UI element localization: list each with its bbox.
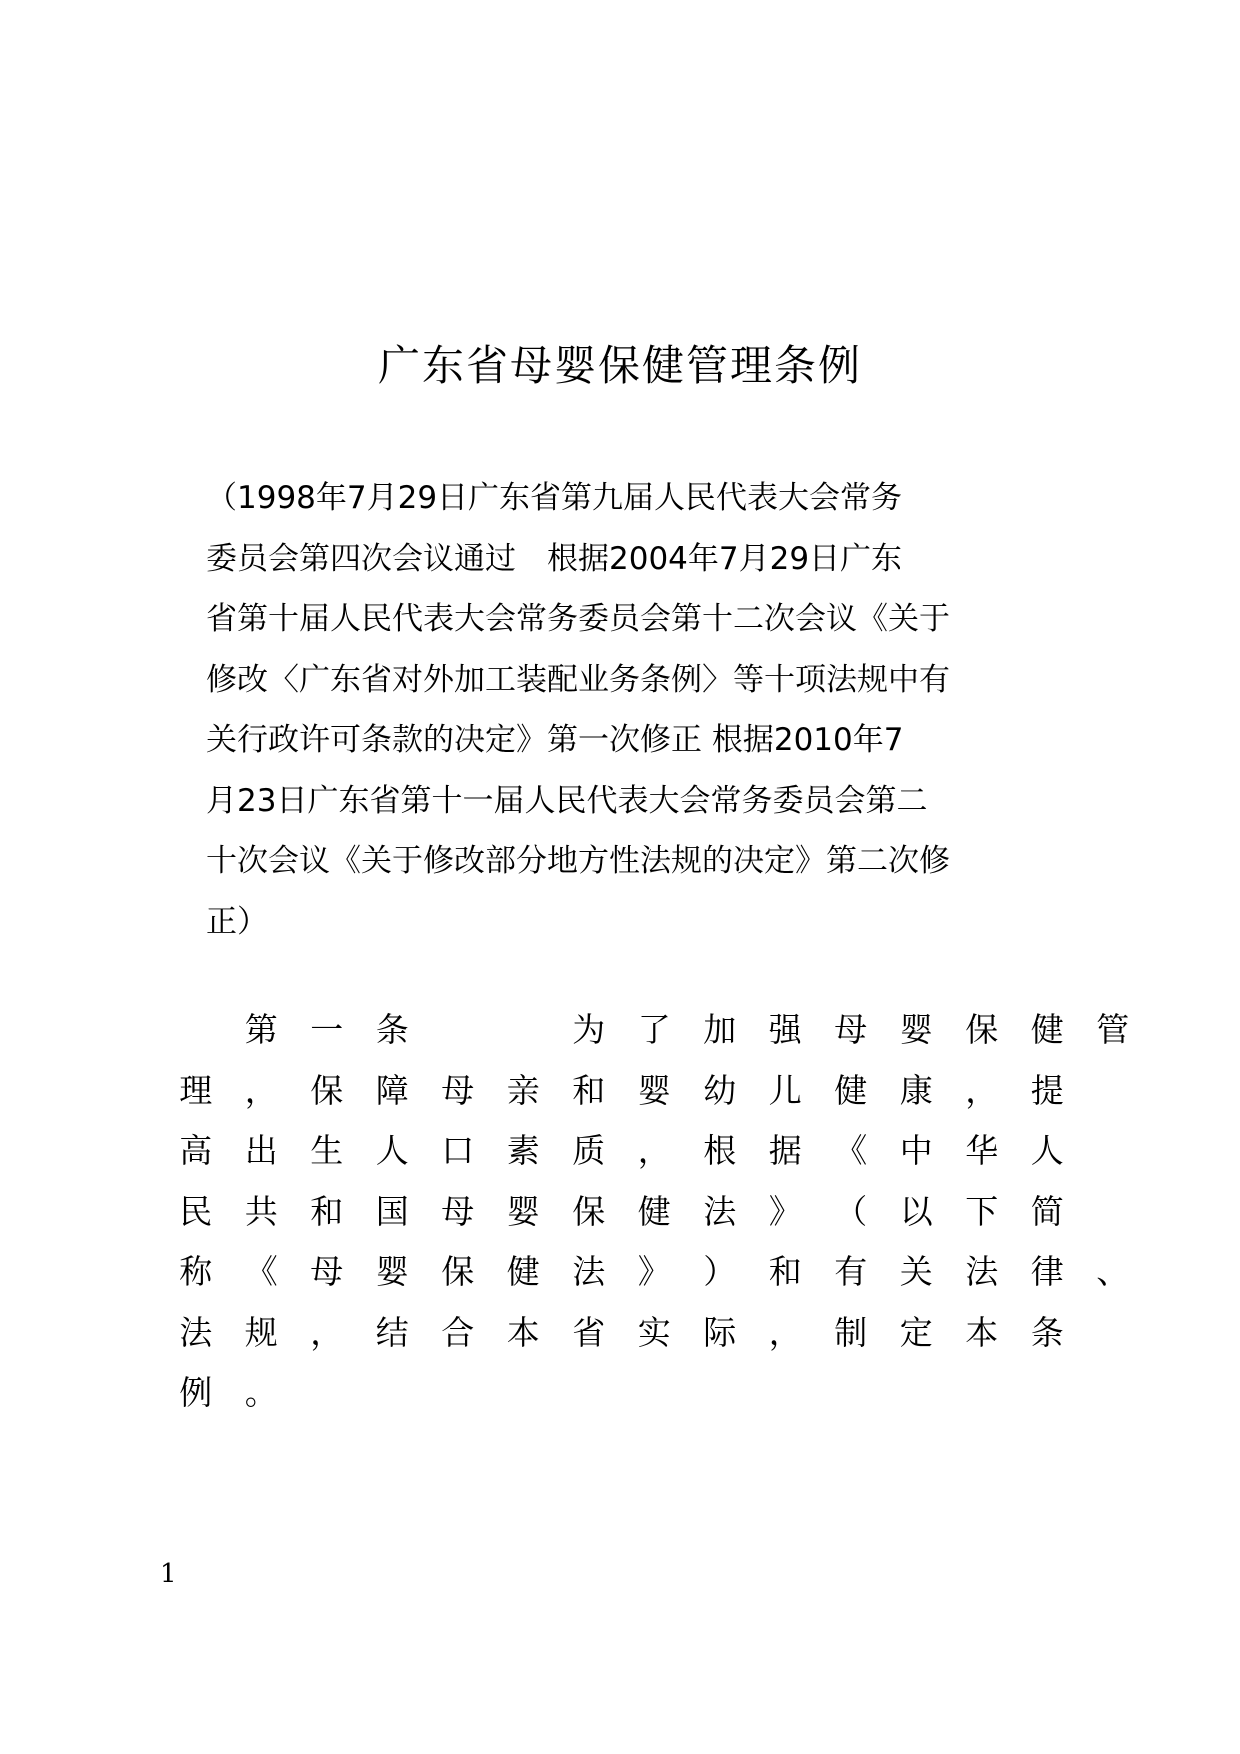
- article-line: [163, 1061, 1146, 1122]
- article-char: 例: [179, 1373, 213, 1412]
- history-line: 十次会议《关于修改部分地方性法规的决定》第二次修: [206, 843, 950, 879]
- article-char: 婴: [375, 1252, 409, 1291]
- page-number: 1: [160, 1559, 177, 1589]
- article-char: 健: [637, 1191, 671, 1231]
- article-char: 有: [834, 1252, 868, 1291]
- article-char: 母: [310, 1252, 344, 1291]
- article-char: 生: [310, 1131, 344, 1170]
- article-char: 幼: [703, 1070, 737, 1110]
- amendment-history: [206, 468, 1026, 952]
- article-char: ，: [965, 1070, 999, 1110]
- history-line: 月23日广东省第十一届人民代表大会常务委员会第二: [206, 782, 928, 819]
- article-char: 条: [1030, 1312, 1064, 1352]
- article-char: 《: [244, 1252, 278, 1291]
- history-line: 正）: [206, 903, 268, 940]
- article-line: [163, 1182, 1146, 1243]
- article-char: 母: [441, 1070, 475, 1110]
- article-char: 本: [506, 1312, 540, 1352]
- article-char: [163, 1000, 229, 1061]
- article-char: 结: [375, 1312, 409, 1352]
- document-title: 广东省母婴保健管理条例: [377, 341, 862, 390]
- article-char: ，: [768, 1312, 802, 1352]
- article-char: 《: [834, 1131, 868, 1170]
- article-char: 和: [768, 1252, 802, 1291]
- article-char: 母: [834, 1010, 868, 1049]
- article-char: 提: [1030, 1070, 1064, 1110]
- article-char: ，: [637, 1131, 671, 1170]
- article-char: 法: [965, 1252, 999, 1291]
- history-line: 委员会第四次会议通过 根据2004年7月29日广东: [206, 540, 903, 577]
- article-char: 称: [179, 1252, 213, 1291]
- article-char: 据: [768, 1131, 802, 1170]
- article-char: 母: [441, 1191, 475, 1231]
- article-char: （: [834, 1191, 868, 1231]
- article-char: 障: [375, 1070, 409, 1110]
- article-line: [163, 1242, 1146, 1303]
- history-line: （1998年7月29日广东省第九届人民代表大会常务: [206, 480, 903, 516]
- article-char: ，: [310, 1312, 344, 1352]
- article-line: [163, 1121, 1146, 1182]
- article-char: 和: [572, 1070, 606, 1110]
- article-char: 本: [965, 1312, 999, 1352]
- article-char: ，: [244, 1070, 278, 1110]
- article-char: 素: [506, 1131, 540, 1170]
- article-char: 婴: [637, 1070, 671, 1110]
- article-char: 。: [244, 1373, 278, 1412]
- article-char: 际: [703, 1312, 737, 1352]
- article-char: 律: [1030, 1252, 1064, 1291]
- article-char: 健: [1030, 1010, 1064, 1049]
- article-char: 法: [572, 1252, 606, 1291]
- article-char: 人: [375, 1131, 409, 1170]
- article-char: 合: [441, 1312, 475, 1352]
- article-char: 制: [834, 1312, 868, 1352]
- article-line: [163, 1000, 1146, 1061]
- article-char: 保: [965, 1010, 999, 1049]
- article-char: 人: [1030, 1131, 1064, 1170]
- history-line: 省第十届人民代表大会常务委员会第十二次会议《关于: [206, 601, 950, 637]
- article-char: 简: [1030, 1191, 1064, 1231]
- article-char: 法: [703, 1191, 737, 1231]
- article-char: 为: [572, 1010, 606, 1049]
- article-char: 儿: [768, 1070, 802, 1110]
- article-char: 中: [899, 1131, 933, 1170]
- article-line: [163, 1303, 1146, 1364]
- article-char: 婴: [506, 1191, 540, 1231]
- article-char: 健: [834, 1070, 868, 1110]
- article-char: 质: [572, 1131, 606, 1170]
- article-char: 国: [375, 1191, 409, 1231]
- article-char: 口: [441, 1131, 475, 1170]
- article-char: 一: [310, 1010, 344, 1049]
- article-char: 共: [244, 1191, 278, 1231]
- article-char: [425, 1000, 491, 1061]
- article-char: 规: [244, 1312, 278, 1352]
- article-char: 》: [768, 1191, 802, 1231]
- article-char: 亲: [506, 1070, 540, 1110]
- article-char: 高: [179, 1131, 213, 1170]
- article-char: 保: [441, 1252, 475, 1291]
- article-char: 出: [244, 1131, 278, 1170]
- article-char: 华: [965, 1131, 999, 1170]
- article-char: 保: [572, 1191, 606, 1231]
- article-line: [163, 1363, 1146, 1424]
- article-char: 第: [244, 1010, 278, 1049]
- article-char: 定: [899, 1312, 933, 1352]
- article-char: ）: [703, 1252, 737, 1291]
- article-char: 保: [310, 1070, 344, 1110]
- article-char: 法: [179, 1312, 213, 1352]
- article-1: [163, 1000, 1146, 1424]
- article-char: 》: [637, 1252, 671, 1291]
- article-char: 下: [965, 1191, 999, 1231]
- article-char: 理: [179, 1070, 213, 1110]
- article-char: 、: [1096, 1252, 1130, 1291]
- article-char: 了: [637, 1010, 671, 1049]
- article-char: 实: [637, 1312, 671, 1352]
- history-line: 关行政许可条款的决定》第一次修正 根据2010年7: [206, 722, 904, 758]
- article-char: [491, 1000, 557, 1061]
- article-char: 和: [310, 1191, 344, 1231]
- article-char: 根: [703, 1131, 737, 1170]
- article-char: 以: [899, 1191, 933, 1231]
- article-char: 管: [1096, 1010, 1130, 1049]
- article-char: 康: [899, 1070, 933, 1110]
- article-char: 条: [375, 1010, 409, 1049]
- article-char: 省: [572, 1312, 606, 1352]
- history-line: 修改〈广东省对外加工装配业务条例〉等十项法规中有: [206, 661, 950, 698]
- article-char: 婴: [899, 1010, 933, 1049]
- article-char: 强: [768, 1010, 802, 1049]
- article-char: 健: [506, 1252, 540, 1291]
- article-char: 民: [179, 1191, 213, 1231]
- article-char: 关: [899, 1252, 933, 1291]
- article-char: 加: [703, 1010, 737, 1049]
